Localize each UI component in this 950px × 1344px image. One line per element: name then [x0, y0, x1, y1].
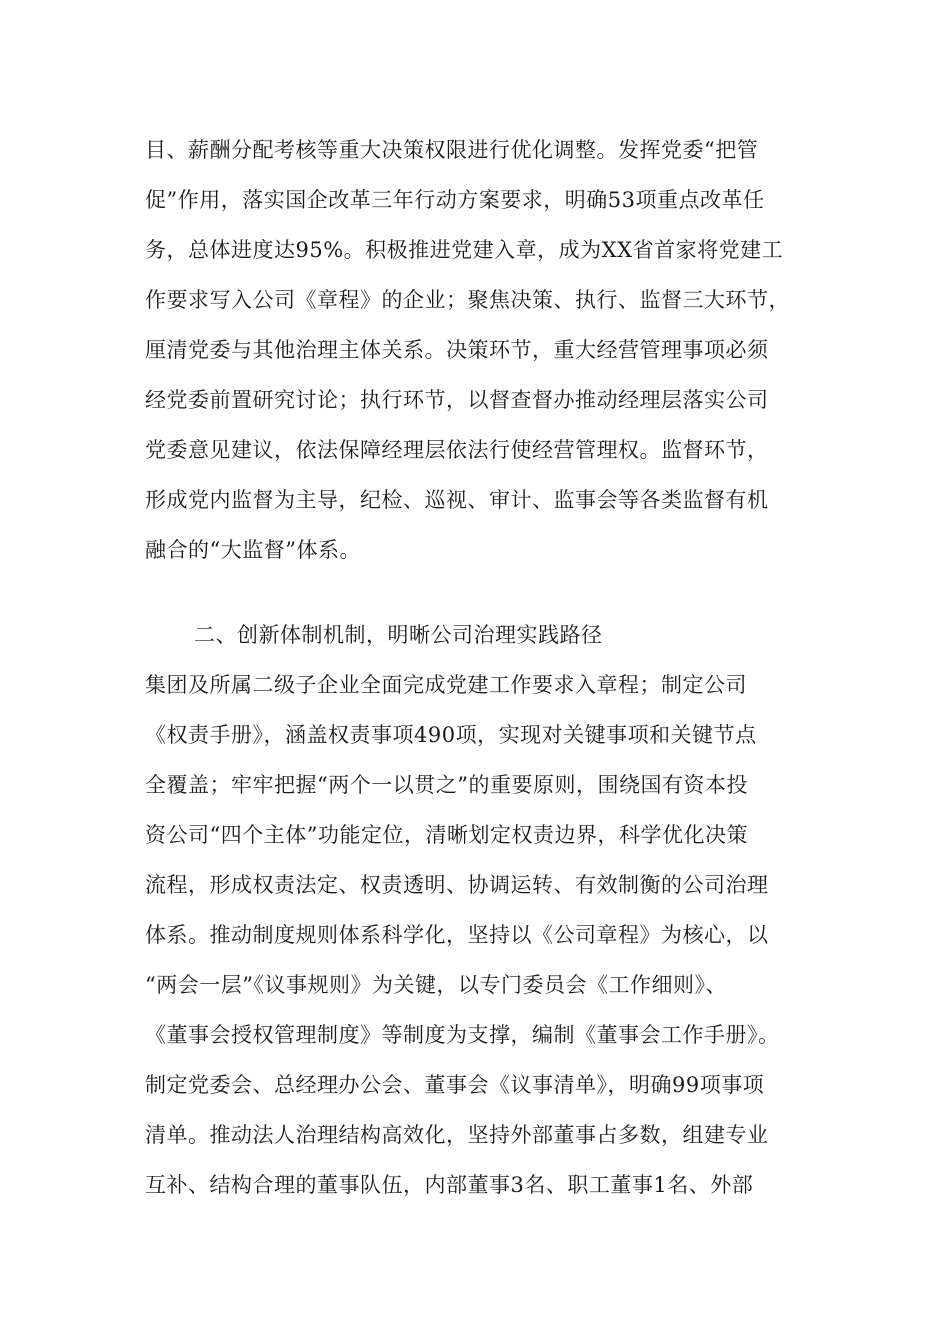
text-line: 务，总体进度达95%。积极推进党建入章，成为XX省首家将党建工 [145, 238, 784, 262]
text-line: 体系。推动制度规则体系科学化，坚持以《公司章程》为核心，以 [145, 923, 769, 947]
text-line: 形成党内监督为主导，纪检、巡视、审计、监事会等各类监督有机 [145, 488, 769, 512]
text-line: 《董事会授权管理制度》等制度为支撑，编制《董事会工作手册》。 [145, 1023, 780, 1047]
text-line: 集团及所属二级子企业全面完成党建工作要求入章程；制定公司 [145, 673, 747, 697]
text-line: 融合的“大监督”体系。 [145, 538, 361, 562]
section-heading: 二、创新体制机制，明晰公司治理实践路径 [194, 623, 603, 647]
text-line: 资公司“四个主体”功能定位，清晰划定权责边界，科学优化决策 [145, 823, 748, 847]
text-line: 全覆盖；牢牢把握“两个一以贯之”的重要原则，围绕国有资本投 [145, 773, 748, 797]
text-line: 互补、结构合理的董事队伍，内部董事3名、职工董事1名、外部 [145, 1173, 754, 1197]
text-line: 作要求写入公司《章程》的企业；聚焦决策、执行、监督三大环节， [145, 288, 790, 312]
text-line: 经党委前置研究讨论；执行环节，以督查督办推动经理层落实公司 [145, 388, 769, 412]
text-line: 促”作用，落实国企改革三年行动方案要求，明确53项重点改革任 [145, 188, 765, 212]
text-line: “两会一层”《议事规则》为关键，以专门委员会《工作细则》、 [145, 973, 727, 997]
text-line: 清单。推动法人治理结构高效化，坚持外部董事占多数，组建专业 [145, 1123, 769, 1147]
text-line: 党委意见建议，依法保障经理层依法行使经营管理权。监督环节， [145, 438, 769, 462]
text-line: 目、薪酬分配考核等重大决策权限进行优化调整。发挥党委“把管 [145, 138, 759, 162]
text-line: 制定党委会、总经理办公会、董事会《议事清单》，明确99项事项 [145, 1073, 765, 1097]
text-line: 厘清党委与其他治理主体关系。决策环节，重大经营管理事项必须 [145, 338, 769, 362]
text-line: 《权责手册》，涵盖权责事项490项，实现对关键事项和关键节点 [145, 723, 757, 747]
text-line: 流程，形成权责法定、权责透明、协调运转、有效制衡的公司治理 [145, 873, 769, 897]
